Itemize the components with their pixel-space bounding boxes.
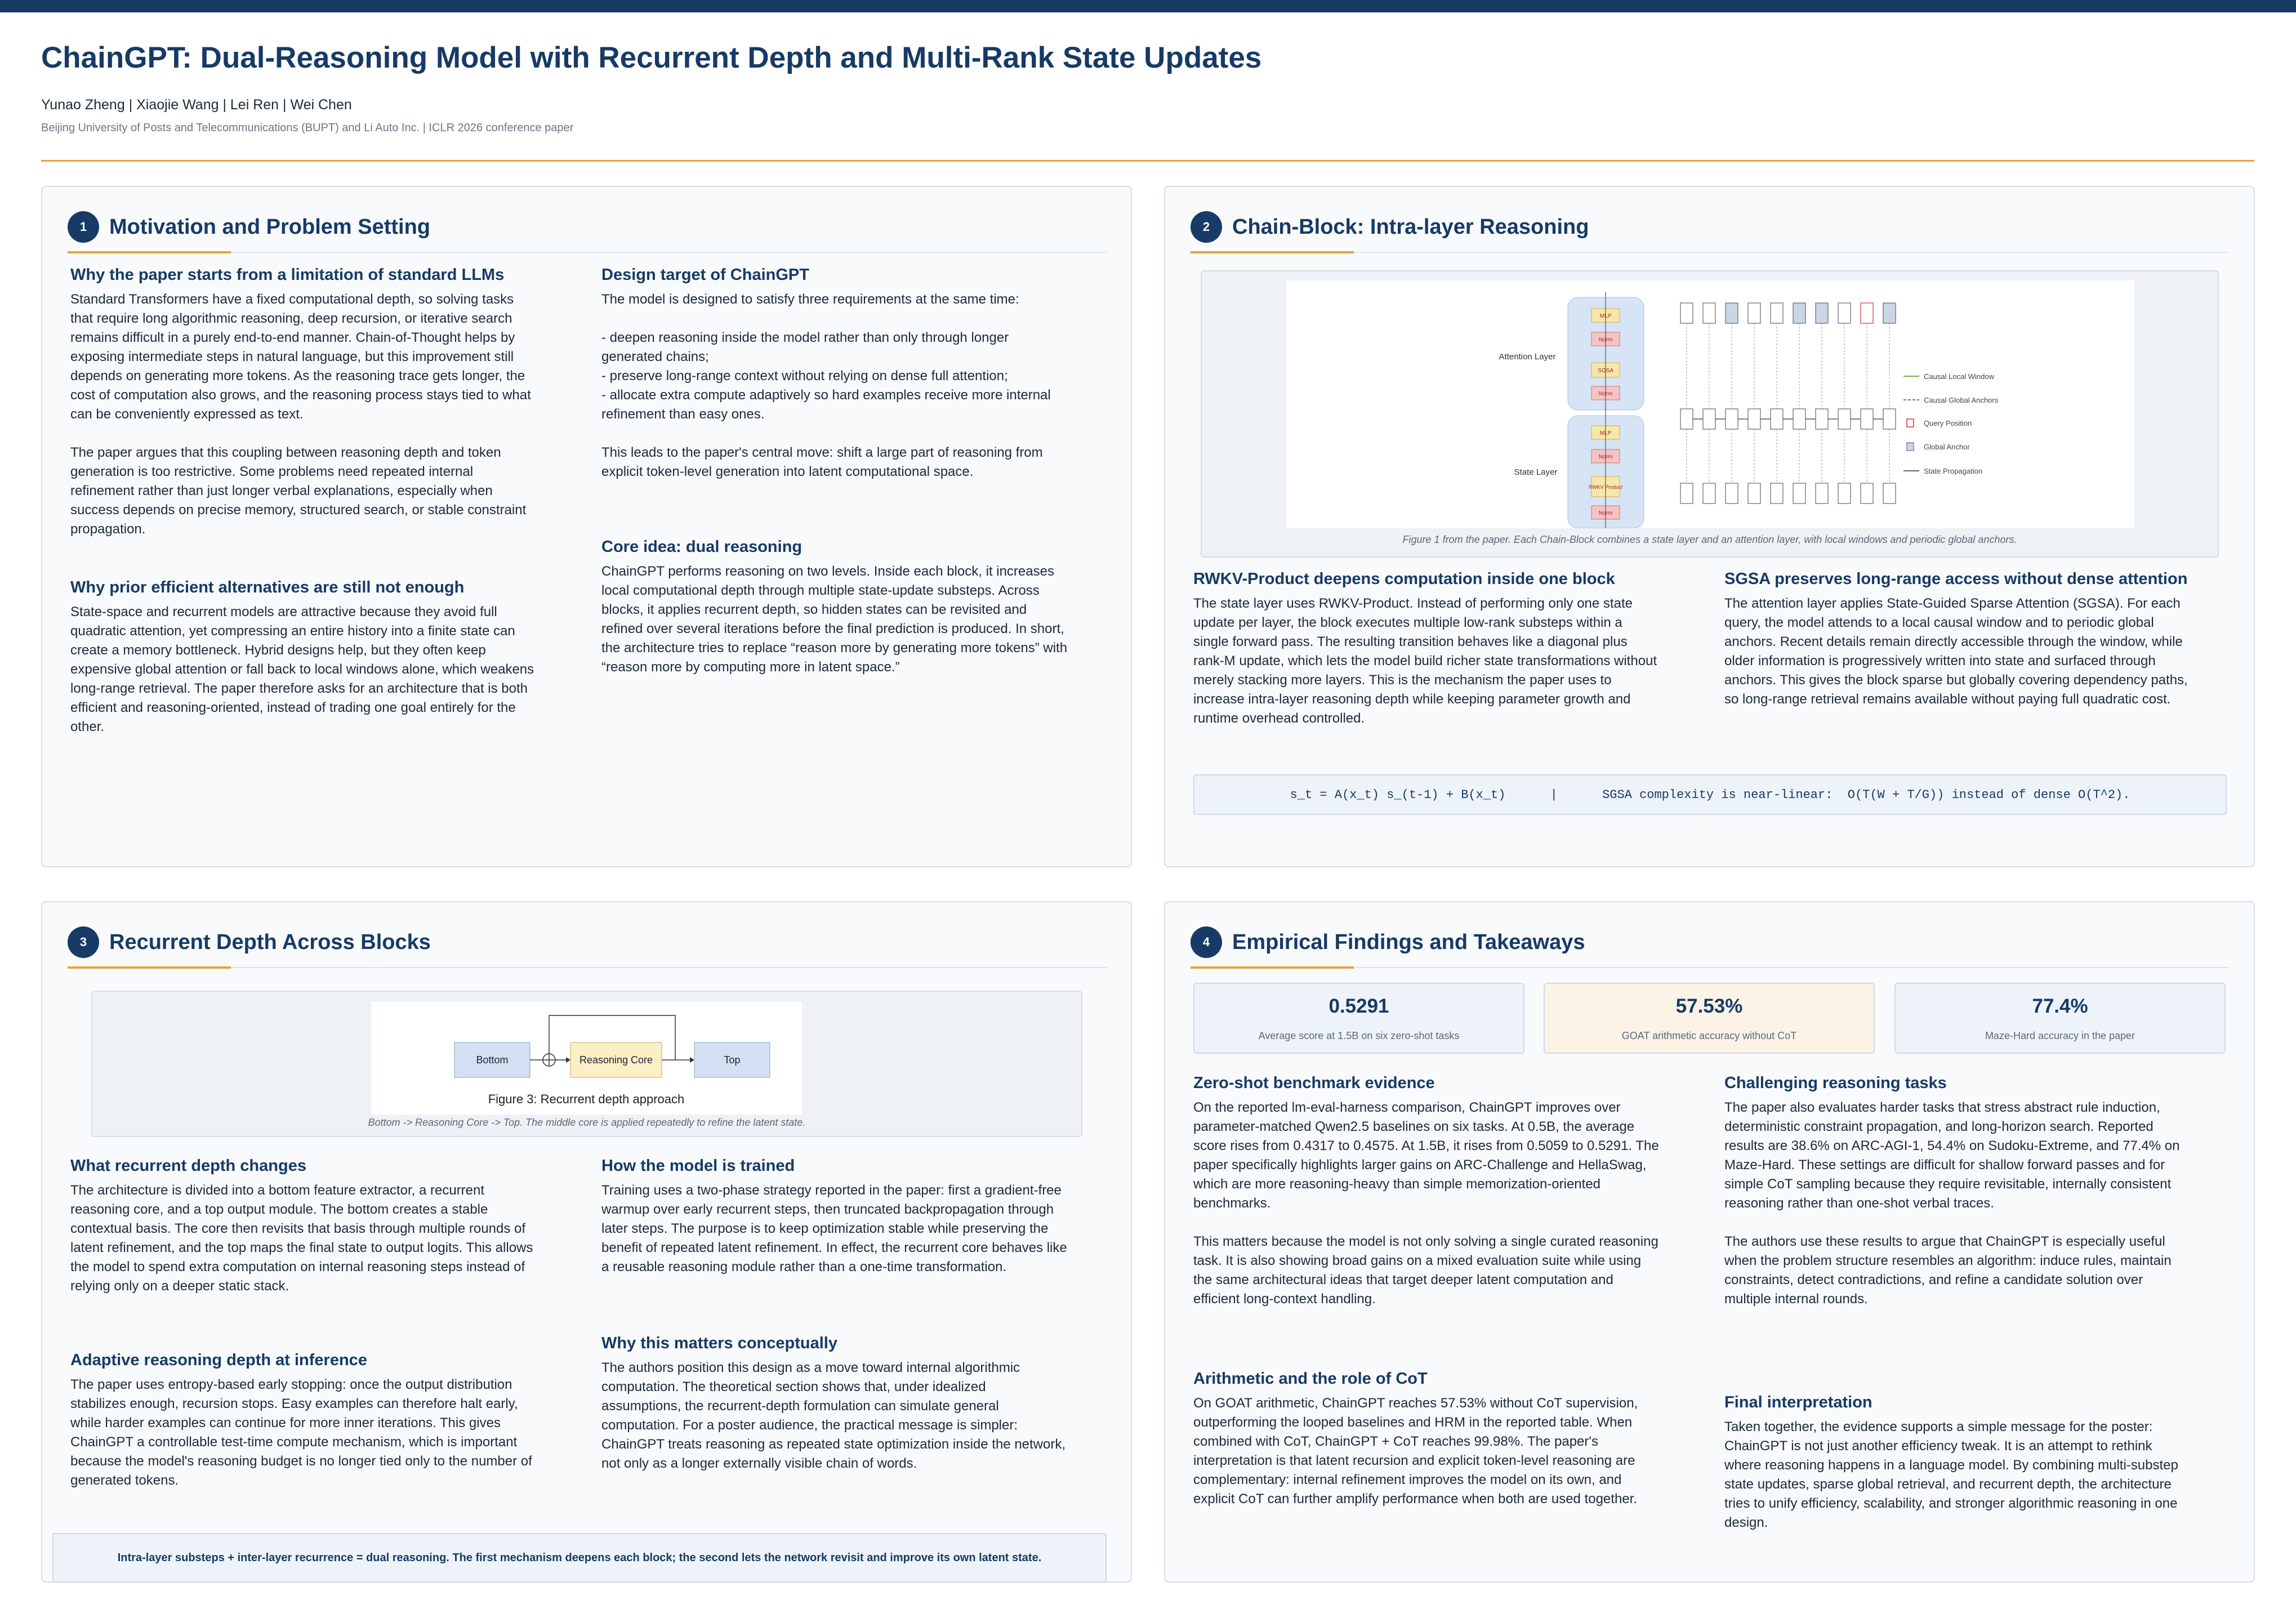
reasoning-core-label: Reasoning Core (579, 1054, 653, 1066)
panel-chain-block (1164, 186, 2255, 867)
token-cell (1883, 409, 1896, 429)
section-heading: Why this matters conceptually (601, 1334, 837, 1352)
panel-header (1191, 925, 1585, 960)
stat-label: Maze-Hard accuracy in the paper (1985, 1030, 2135, 1041)
legend-query-position: Query Position (1924, 419, 1972, 427)
top-box-label: Top (724, 1054, 741, 1066)
section-core-idea (601, 538, 1108, 677)
affiliation: Beijing University of Posts and Telecommunications (BUPT) and Li Auto Inc. | ICLR 2026 conference paper (41, 122, 574, 134)
legend-causal-local-window: Causal Local Window (1924, 372, 1995, 381)
token-cell (1703, 303, 1715, 323)
section-body: Taken together, the evidence supports a simple message for the poster: ChainGPT is not just another efficiency tweak. It is an attempt to rethink where reasoning happens in a language model. By combining multi-substep state updates, sparse global retrieval, and recurrent depth, the architecture tries to unify efficiency, scalability, and stronger algorithmic reasoning in one design. (1724, 1419, 2178, 1530)
section-heading: Design target of ChainGPT (601, 266, 809, 284)
panel-title: Chain-Block: Intra-layer Reasoning (1232, 215, 1589, 239)
figure-1-image (1286, 280, 2134, 528)
bottom-box-label: Bottom (476, 1054, 509, 1066)
token-cell (1883, 303, 1896, 323)
section-number-badge: 4 (1191, 926, 1222, 958)
chain-block-diagram (1286, 280, 2134, 528)
section-body: The paper also evaluates harder tasks that stress abstract rule induction, deterministic constraint propagation, and long-horizon search. Reported results are 38.6% on ARC-AGI-1, 54.4% on Sudoku-Extreme, and 77.4% on Maze-Hard. These settings are difficult for shallow forward passes and for simple CoT sampling because they require revisitable, internally consistent reasoning rather than one-shot verbal traces. The authors use these results to argue that ChainGPT is especially useful when the problem structure resembles an algorithm: induce rules, maintain constraints, detect contradictions, and refine a candidate solution over multiple internal rounds. (1724, 1100, 2180, 1307)
top-bar (0, 0, 2296, 12)
attention-layer-label: Attention Layer (1499, 352, 1556, 362)
stat-label: GOAT arithmetic accuracy without CoT (1621, 1030, 1797, 1041)
panel-header (1191, 210, 1589, 244)
section-what-changes (70, 1157, 577, 1296)
section-sgsa (1724, 570, 2231, 709)
panel-header (68, 925, 431, 960)
token-cell (1748, 303, 1760, 323)
section-body: ChainGPT performs reasoning on two levels. Inside each block, it increases local computational depth through multiple state-update substeps. Across blocks, it applies recurrent depth, so hidden states can be revisited and refined over several iterations before the final prediction is produced. In short, the architecture tries to replace “reason more by generating more tokens” with “reason more by computing more in latent space.” (601, 564, 1068, 675)
section-body: On GOAT arithmetic, ChainGPT reaches 57.53% without CoT supervision, outperforming the looped baselines and HRM in the reported table. When combined with CoT, ChainGPT + CoT reaches 99.98%. The paper's interpretation is that latent recursion and explicit token-level reasoning are complementary: internal refinement improves the model on its own, and explicit CoT can further amplify performance when both are used together. (1193, 1396, 1638, 1507)
panel-underline (1191, 967, 2230, 968)
section-body: The authors position this design as a move toward internal algorithmic computation. The theoretical section shows that, under idealized assumptions, the recurrent-depth formulation can simulate general computation. For a poster audience, the practical message is simpler: ChainGPT treats reasoning as repeated state optimization inside the network, not only as a longer externally visible chain of words. (601, 1360, 1066, 1471)
state-layer-label: State Layer (1514, 467, 1558, 477)
section-challenging-tasks (1724, 1074, 2231, 1309)
section-rwkv-product (1193, 570, 1700, 728)
figure-3-caption: Bottom -> Reasoning Core -> Top. The middle core is applied repeatedly to refine the latent state. (368, 1117, 806, 1128)
token-cell (1726, 483, 1738, 503)
panel-title: Recurrent Depth Across Blocks (109, 930, 431, 954)
poster-title: ChainGPT: Dual-Reasoning Model with Recurrent Depth and Multi-Rank State Updates (41, 41, 1262, 74)
token-cell (1771, 409, 1783, 429)
norm-box-label: Norm (1598, 391, 1613, 397)
section-body: Training uses a two-phase strategy reported in the paper: first a gradient-free warmup over early recurrent steps, then truncated backpropagation through later steps. The purpose is to keep optimization stable while preserving the benefit of repeated latent refinement. In effect, the recurrent core behaves like a reusable reasoning module rather than a one-time transformation. (601, 1183, 1067, 1275)
authors: Yunao Zheng | Xiaojie Wang | Lei Ren | Wei Chen (41, 97, 352, 113)
header-divider (41, 160, 2254, 162)
figure-3-title: Figure 3: Recurrent depth approach (488, 1092, 685, 1106)
norm-box-label: Norm (1598, 337, 1613, 343)
section-why-matters (601, 1334, 1108, 1473)
token-cell (1838, 409, 1851, 429)
section-design-target (601, 266, 1108, 482)
panel-recurrent-depth (41, 901, 1132, 1583)
token-cell (1726, 409, 1738, 429)
section-final-interpretation (1724, 1393, 2231, 1532)
section-limitation (70, 266, 577, 539)
panel-title: Motivation and Problem Setting (109, 215, 431, 239)
legend-causal-global-anchors: Causal Global Anchors (1924, 396, 1999, 404)
token-cell (1816, 409, 1828, 429)
section-heading: RWKV-Product deepens computation inside one block (1193, 570, 1615, 588)
panel-header (68, 210, 430, 244)
panel-underline (68, 252, 1107, 253)
recurrent-depth-diagram (371, 1002, 802, 1115)
token-cell (1861, 483, 1873, 503)
token-cell (1838, 483, 1851, 503)
section-heading: Why prior efficient alternatives are still not enough (70, 578, 465, 596)
section-body: The architecture is divided into a bottom feature extractor, a recurrent reasoning core, and a top output module. The bottom creates a stable contextual basis. The core then revisits that basis through multiple rounds of latent refinement, and the top maps the final state to output logits. This allows the model to spend extra computation on internal reasoning steps instead of relying only on a deeper static stack. (70, 1183, 533, 1294)
rwkv-product-box-label: RWKV Product (1588, 484, 1623, 490)
token-cell (1816, 303, 1828, 323)
section-number-badge: 3 (68, 926, 99, 958)
norm-box-label: Norm (1598, 454, 1613, 460)
token-cell (1726, 303, 1738, 323)
section-number-badge: 1 (68, 211, 99, 243)
token-cell (1748, 409, 1760, 429)
section-heading: Final interpretation (1724, 1393, 1873, 1411)
token-cell (1703, 483, 1715, 503)
section-heading: How the model is trained (601, 1157, 795, 1175)
stat-card-maze (1894, 983, 2226, 1054)
stat-label: Average score at 1.5B on six zero-shot tasks (1258, 1030, 1460, 1041)
panel-title: Empirical Findings and Takeaways (1232, 930, 1585, 954)
token-cell (1861, 303, 1873, 323)
panel-underline (68, 967, 1107, 968)
token-cell (1680, 303, 1693, 323)
token-cell (1680, 409, 1693, 429)
token-cell (1771, 483, 1783, 503)
panel-motivation (41, 186, 1132, 867)
figure-1-caption: Figure 1 from the paper. Each Chain-Block combines a state layer and an attention layer, with local windows and periodic global anchors. (1402, 534, 2017, 545)
token-cell (1748, 483, 1760, 503)
token-cell (1793, 303, 1805, 323)
section-heading: Zero-shot benchmark evidence (1193, 1074, 1435, 1092)
section-heading: SGSA preserves long-range access without dense attention (1724, 570, 2188, 588)
section-body: State-space and recurrent models are attractive because they avoid full quadratic attention, yet compressing an entire history into a finite state can create a memory bottleneck. Hybrid designs help, but they often keep expensive global attention or fall back to local windows alone, which weakens long-range retrieval. The paper therefore asks for an architecture that is both efficient and reasoning-oriented, instead of trading one goal entirely for the other. (70, 604, 534, 734)
stat-card-avg-score (1193, 983, 1524, 1054)
norm-box-label: Norm (1598, 510, 1613, 516)
section-body: The state layer uses RWKV-Product. Instead of performing only one state update per layer, the block executes multiple low-rank substeps within a single forward pass. The resulting transition behaves like a diagonal plus rank-M update, which lets the model build richer state transformations without merely stacking more layers. This is the mechanism the paper uses to increase intra-layer reasoning depth while keeping parameter growth and runtime overhead controlled. (1193, 596, 1657, 726)
panel-empirical (1164, 901, 2255, 1583)
token-cell (1793, 409, 1805, 429)
token-cell (1793, 483, 1805, 503)
stat-value: 77.4% (2032, 995, 2088, 1017)
token-cell (1703, 409, 1715, 429)
section-body: On the reported lm-eval-harness comparison, ChainGPT improves over parameter-matched Qwen2.5 baselines on six tasks. At 0.5B, the average score rises from 0.4317 to 0.4575. At 1.5B, it rises from 0.5059 to 0.5291. The paper specifically highlights larger gains on ARC-Challenge and HellaSwag, which are more reasoning-heavy than simple memorization-oriented benchmarks. This matters because the model is not only solving a single curated reasoning task. It is also showing broad gains on a mixed evaluation suite while using the same architectural ideas that target deeper latent computation and efficient long-context handling. (1193, 1100, 1659, 1307)
figure-1-box (1201, 270, 2219, 558)
equation-box: s_t = A(x_t) s_(t-1) + B(x_t) | SGSA complexity is near-linear: O(T(W + T/G)) instead of dense O(T^2). (1193, 774, 2227, 815)
mlp-box-label: MLP (1599, 313, 1612, 319)
section-body: The attention layer applies State-Guided Sparse Attention (SGSA). For each query, the model attends to a local causal window and to periodic global anchors. Recent details remain directly accessible through the window, while older information is progressively written into state and surfaced through anchors. This gives the block sparse but globally covering dependency paths, so long-range retrieval remains available without paying full quadratic cost. (1724, 596, 2188, 707)
section-heading: Why the paper starts from a limitation of standard LLMs (70, 266, 505, 284)
token-cell (1838, 303, 1851, 323)
section-body: The paper uses entropy-based early stopping: once the output distribution stabilizes enough, recursion stops. Easy examples can therefore halt early, while harder examples can continue for more inner iterations. This gives ChainGPT a controllable test-time compute mechanism, which is important because the model's reasoning budget is no longer tied only to the number of generated tokens. (70, 1377, 532, 1488)
token-cell (1883, 483, 1896, 503)
mlp-box-label: MLP (1599, 430, 1612, 436)
section-heading: Arithmetic and the role of CoT (1193, 1370, 1428, 1388)
section-prior-alternatives (70, 578, 577, 737)
section-heading: Challenging reasoning tasks (1724, 1074, 1947, 1092)
section-heading: Adaptive reasoning depth at inference (70, 1351, 367, 1369)
summary-note: Intra-layer substeps + inter-layer recurrence = dual reasoning. The first mechanism deepens each block; the second lets the network revisit and improve its own latent state. (52, 1533, 1107, 1583)
token-cell (1771, 303, 1783, 323)
token-cell (1816, 483, 1828, 503)
section-zero-shot (1193, 1074, 1700, 1309)
figure-3-image (371, 1002, 802, 1115)
section-adaptive-depth (70, 1351, 577, 1490)
token-cell (1861, 409, 1873, 429)
section-heading: What recurrent depth changes (70, 1157, 306, 1175)
sgsa-box-label: SGSA (1598, 368, 1613, 374)
section-training (601, 1157, 1108, 1277)
stat-value: 0.5291 (1328, 995, 1389, 1017)
figure-3-box (91, 991, 1082, 1137)
section-body: Standard Transformers have a fixed computational depth, so solving tasks that require long algorithmic reasoning, deep recursion, or iterative search remains difficult in a purely end-to-end manner. Chain-of-Thought helps by exposing intermediate steps in natural language, but this improvement still depends on generating more tokens. As the reasoning trace gets longer, the cost of computation also grows, and the reasoning process stays tied to what can be conveniently expressed as text. The paper argues that this coupling between reasoning depth and token generation is too restrictive. Some problems need repeated internal refinement rather than just longer verbal explanations, especially when success depends on precise memory, structured search, or stable constraint propagation. (70, 292, 531, 537)
section-heading: Core idea: dual reasoning (601, 538, 803, 556)
legend-state-propagation: State Propagation (1924, 467, 1983, 475)
section-number-badge: 2 (1191, 211, 1222, 243)
stat-card-goat (1544, 983, 1875, 1054)
section-body: The model is designed to satisfy three requirements at the same time: - deepen reasoning inside the model rather than only through longer generated chains; - preserve long-range context without relying on dense full attention; - allocate extra compute adaptively so hard examples receive more internal refinement than easy ones. This leads to the paper's central move: shift a large part of reasoning from explicit token-level generation into latent computational space. (601, 292, 1051, 479)
section-arithmetic (1193, 1370, 1700, 1509)
token-cell (1680, 483, 1693, 503)
panel-underline (1191, 252, 2230, 253)
legend-global-anchor: Global Anchor (1924, 443, 1970, 451)
stat-value: 57.53% (1675, 995, 1743, 1017)
